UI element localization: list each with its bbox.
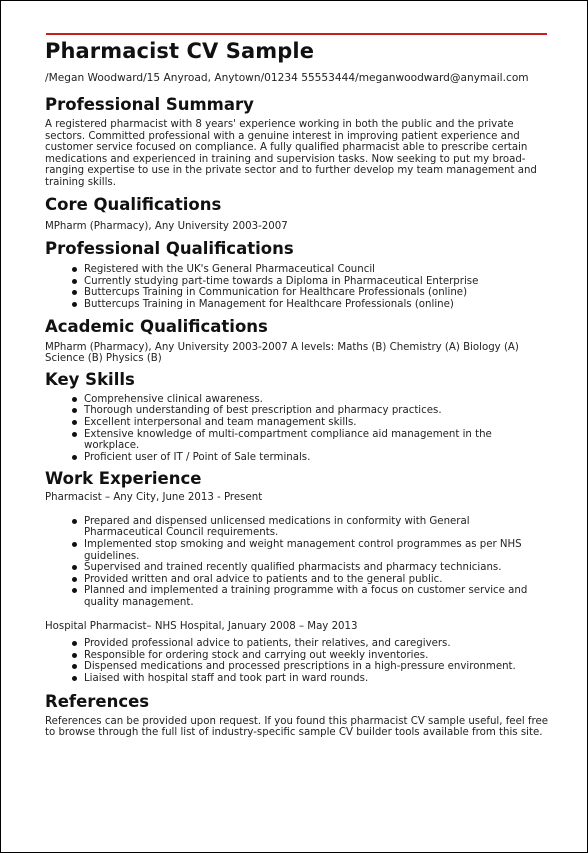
section-heading: Professional Qualifications	[45, 239, 294, 259]
job-duties-list	[45, 516, 549, 609]
academic-qualifications-text: MPharm (Pharmacy), Any University 2003-2007 A levels: Maths (B) Chemistry (A) Biology (A) Science (B) Physics (B)	[45, 341, 519, 365]
contact-line: /Megan Woodward/15 Anyroad, Anytown/01234 55553444/meganwoodward@anymail.com	[45, 72, 529, 84]
section-references	[45, 691, 549, 739]
section-heading: Academic Qualifications	[45, 316, 268, 336]
accent-bar	[46, 33, 547, 35]
key-skills-list	[45, 394, 549, 464]
job-title: Hospital Pharmacist– NHS Hospital, January 2008 – May 2013	[45, 620, 358, 632]
section-professional-summary	[45, 94, 549, 189]
list-item: Excellent interpersonal and team management skills.	[84, 417, 549, 429]
section-heading: Core Qualifications	[45, 194, 222, 214]
list-item: Extensive knowledge of multi-compartment compliance aid management in the workplace.	[84, 429, 549, 452]
list-item: Buttercups Training in Communication for Healthcare Professionals (online)	[84, 287, 549, 299]
section-heading: Work Experience	[45, 469, 202, 489]
list-item: Supervised and trained recently qualified pharmacists and pharmacy technicians.	[84, 562, 549, 574]
section-core-qualifications	[45, 194, 549, 233]
core-qualification-text: MPharm (Pharmacy), Any University 2003-2007	[45, 220, 288, 232]
list-item: Registered with the UK's General Pharmaceutical Council	[84, 264, 549, 276]
list-item: Comprehensive clinical awareness.	[84, 394, 549, 406]
section-academic-qualifications	[45, 316, 549, 365]
section-heading: Professional Summary	[45, 95, 254, 114]
list-item: Provided written and oral advice to patients and to the general public.	[84, 574, 549, 586]
references-text: References can be provided upon request. If you found this pharmacist CV sample useful, feel free to browse through the full list of industry-specific sample CV builder tools available from this site.	[45, 715, 548, 739]
list-item: Dispensed medications and processed prescriptions in a high-pressure environment.	[84, 661, 549, 673]
job-duties-list	[45, 638, 549, 684]
list-item: Planned and implemented a training programme with a focus on customer service and quality management.	[84, 585, 549, 608]
list-item: Implemented stop smoking and weight management control programmes as per NHS guidelines.	[84, 539, 549, 562]
job-title: Pharmacist – Any City, June 2013 - Present	[45, 492, 263, 504]
professional-qualifications-list	[45, 264, 549, 310]
page-title: Pharmacist CV Sample	[45, 39, 315, 63]
list-item: Provided professional advice to patients, their relatives, and caregivers.	[84, 638, 549, 650]
list-item: Proficient user of IT / Point of Sale terminals.	[84, 452, 549, 464]
list-item: Prepared and dispensed unlicensed medications in conformity with General Pharmaceutical Council requirements.	[84, 516, 549, 539]
section-work-experience	[45, 468, 549, 684]
list-item: Thorough understanding of best prescription and pharmacy practices.	[84, 405, 549, 417]
list-item: Currently studying part-time towards a Diploma in Pharmaceutical Enterprise	[84, 276, 549, 288]
section-professional-qualifications	[45, 238, 549, 310]
list-item: Buttercups Training in Management for Healthcare Professionals (online)	[84, 299, 549, 311]
cv-content	[45, 94, 549, 739]
section-heading: Key Skills	[45, 369, 135, 389]
list-item: Responsible for ordering stock and carrying out weekly inventories.	[84, 650, 549, 662]
summary-text: A registered pharmacist with 8 years' experience working in both the public and the private sectors. Committed professional with a genuine interest in improving patient experience and customer service focused on compliance. A fully qualified pharmacist able to prescribe certain medications and experienced in training and supervision tasks. Now seeking to put my broad-ranging expertise to use in the private sector and to further develop my team management and training skills.	[45, 119, 537, 188]
section-key-skills	[45, 369, 549, 464]
section-heading: References	[45, 691, 150, 711]
list-item: Liaised with hospital staff and took part in ward rounds.	[84, 673, 549, 685]
